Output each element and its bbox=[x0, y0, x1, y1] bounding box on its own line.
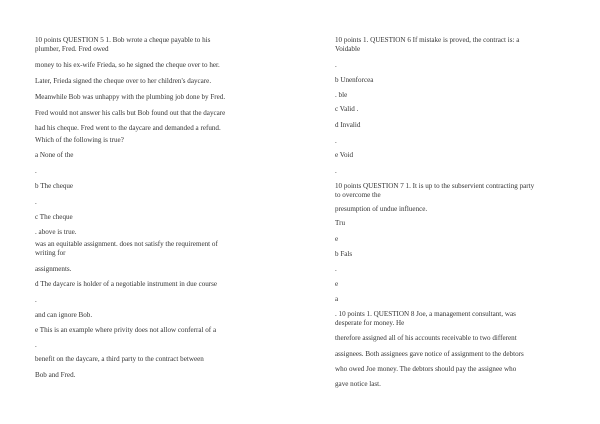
q6-option-b: b Unenforcea bbox=[335, 76, 374, 84]
q6-line-1: 10 points 1. QUESTION 6 If mistake is proved, the contract is: a bbox=[335, 36, 520, 44]
q5-dot-4: . bbox=[35, 341, 37, 349]
q7-answer-a: a bbox=[335, 295, 339, 303]
q6-dot-3: . bbox=[335, 167, 337, 175]
q5-dot-3: . bbox=[35, 296, 37, 304]
q5-line-benefit: benefit on the daycare, a third party to the contract between bbox=[35, 355, 204, 363]
q8-line-1: . 10 points 1. QUESTION 8 Joe, a management consultant, was bbox=[335, 310, 516, 318]
q5-option-b: b The cheque bbox=[35, 182, 74, 190]
q8-line-2: desperate for money. He bbox=[335, 319, 405, 327]
q5-line-writing: writing for bbox=[35, 249, 66, 257]
q5-line-above-true: . above is true. bbox=[35, 228, 77, 236]
q5-line-4: Later, Frieda signed the cheque over to her children's daycare. bbox=[35, 77, 212, 85]
q5-line-ignore-bob: and can ignore Bob. bbox=[35, 311, 93, 319]
q8-line-4: assignees. Both assignees gave notice of assignment to the debtors bbox=[335, 350, 524, 358]
q5-option-a: a None of the bbox=[35, 151, 74, 159]
q6-option-a: Voidable bbox=[335, 45, 361, 53]
q7-line-1: 10 points QUESTION 7 1. It is up to the subservient contracting party bbox=[335, 182, 535, 190]
q6-dot-1: . bbox=[335, 61, 337, 69]
q5-dot-1: . bbox=[35, 167, 37, 175]
q5-line-3: money to his ex-wife Frieda, so he signed the cheque over to her. bbox=[35, 61, 220, 69]
q7-option-a: Tru bbox=[335, 219, 345, 227]
q6-option-d: d Invalid bbox=[335, 121, 361, 129]
q7-option-b-cont: e bbox=[335, 280, 339, 288]
q5-line-1: 10 points QUESTION 5 1. Bob wrote a cheque payable to his bbox=[35, 36, 211, 44]
q5-line-bob-fred: Bob and Fred. bbox=[35, 371, 76, 379]
q7-dot-1: . bbox=[335, 265, 337, 273]
q6-option-b-cont: . ble bbox=[335, 91, 348, 99]
q5-line-assignments: assignments. bbox=[35, 265, 72, 273]
q5-option-c: c The cheque bbox=[35, 213, 73, 221]
q6-dot-2: . bbox=[335, 137, 337, 145]
q5-line-equitable: was an equitable assignment. does not satisfy the requirement of bbox=[35, 240, 218, 248]
q8-line-5: who owed Joe money. The debtors should pay the assignee who bbox=[335, 365, 517, 373]
q5-line-6: Fred would not answer his calls but Bob found out that the daycare bbox=[35, 109, 226, 117]
q7-option-b: b Fals bbox=[335, 250, 353, 258]
q5-dot-2: . bbox=[35, 198, 37, 206]
q5-prompt: Which of the following is true? bbox=[35, 136, 124, 144]
q8-line-6: gave notice last. bbox=[335, 380, 381, 388]
q5-option-d: d The daycare is holder of a negotiable instrument in due course bbox=[35, 280, 218, 288]
q5-line-7: had his cheque. Fred went to the daycare and demanded a refund. bbox=[35, 124, 221, 132]
q7-line-2: to overcome the bbox=[335, 191, 381, 199]
q6-option-c: c Valid . bbox=[335, 105, 359, 113]
q5-line-2: plumber, Fred. Fred owed bbox=[35, 45, 109, 53]
q7-line-3: presumption of undue influence. bbox=[335, 205, 428, 213]
q5-line-5: Meanwhile Bob was unhappy with the plumbing job done by Fred. bbox=[35, 93, 226, 101]
q6-option-e: e Void bbox=[335, 151, 354, 159]
q8-line-3: therefore assigned all of his accounts receivable to two different bbox=[335, 334, 517, 342]
q7-option-a-cont: e bbox=[335, 235, 339, 243]
q5-option-e: e This is an example where privity does not allow conferral of a bbox=[35, 326, 217, 334]
